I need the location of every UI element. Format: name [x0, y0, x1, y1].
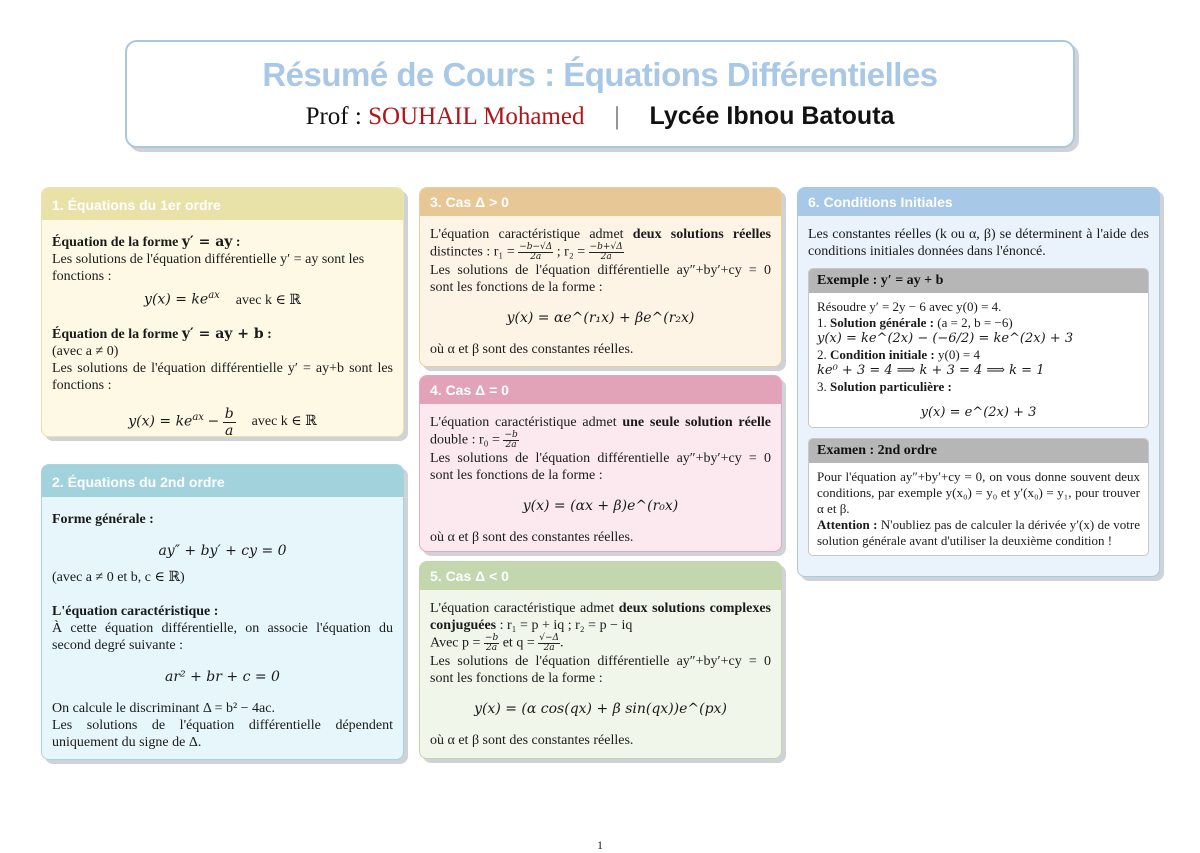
- fraction-numerator: −b+√Δ: [589, 242, 623, 252]
- text-bold: Attention :: [817, 517, 878, 532]
- header-banner: [125, 40, 1075, 148]
- box-second-order: [41, 464, 404, 760]
- box-delta-negative: [419, 561, 782, 759]
- text-part: ; r₂ =: [553, 244, 589, 260]
- text-part: L'équation caractéristique admet: [430, 227, 633, 242]
- formula-exponent: ax: [192, 411, 204, 423]
- fraction-numerator: −b: [484, 633, 499, 643]
- text-part: Avec p =: [430, 635, 484, 651]
- example-line: y(x) = ke^(2x) − (−6/2) = ke^(2x) + 3: [817, 331, 1074, 346]
- fraction-r2: [589, 243, 624, 262]
- prof-label: Prof :: [305, 103, 369, 130]
- example-result: y(x) = e^(2x) + 3: [920, 405, 1037, 420]
- second-order-heading-1: Forme générale :: [52, 512, 154, 527]
- fraction-denominator: a: [224, 422, 234, 437]
- text-part: 3.: [817, 379, 830, 394]
- text-part: L'équation caractéristique admet: [430, 415, 623, 430]
- box-delta-zero: [419, 375, 782, 552]
- fraction-numerator: b: [224, 405, 234, 422]
- delta-positive-text-3: où α et β sont des constantes réelles.: [430, 342, 634, 357]
- text-bold: deux solutions réelles: [632, 227, 772, 242]
- formula-exponent: ax: [208, 290, 220, 301]
- second-order-text-1: À cette équation différentielle, on associe l'équation du second degré suivante :: [52, 621, 393, 653]
- fraction-b-over-a: [223, 406, 236, 437]
- box-initial-conditions: [797, 187, 1160, 577]
- characteristic-equation: ar² + br + c = 0: [165, 669, 280, 685]
- text-bold: deux solutions complexes conjuguées: [430, 601, 771, 633]
- delta-zero-text-3: où α et β sont des constantes réelles.: [430, 530, 634, 545]
- example-line: Résoudre y′ = 2y − 6 avec y(0) = 4.: [817, 299, 1002, 314]
- box-first-order: [41, 187, 404, 437]
- example-title: Exemple : y′ = ay + b: [809, 269, 1148, 293]
- delta-positive-formula: y(x) = αe^(r₁x) + βe^(r₂x): [506, 310, 695, 326]
- text-part: et q =: [499, 635, 539, 651]
- fraction-q: [538, 634, 560, 653]
- fraction-denominator: 2a: [486, 643, 498, 653]
- delta-negative-text-4: où α et β sont des constantes réelles.: [430, 733, 634, 748]
- first-order-text-1: Les solutions de l'équation différentielle y′ = ay sont les fonctions :: [52, 252, 365, 284]
- text-bold: Solution particulière :: [830, 379, 952, 394]
- first-order-heading-2: [52, 326, 393, 343]
- text-part: y(0) = 4: [934, 347, 980, 362]
- text-part: .: [560, 635, 564, 651]
- text-part: distinctes : r₁ =: [430, 244, 519, 260]
- page-title: Résumé de Cours : Équations Différentielles: [262, 56, 938, 93]
- second-order-text-2: Les solutions de l'équation différentielle dépendent uniquement du signe de Δ.: [52, 718, 393, 750]
- second-order-note: (avec a ≠ 0 et b, c ∈ ℝ): [52, 570, 185, 585]
- box-title: 2. Équations du 2nd ordre: [42, 465, 403, 497]
- delta-positive-text-1: [430, 226, 771, 262]
- formula-main: y(x) = ke: [144, 291, 209, 308]
- first-order-note: (avec a ≠ 0): [52, 343, 119, 359]
- fraction-denominator: 2a: [505, 440, 517, 450]
- text-part: 1.: [817, 315, 830, 330]
- first-order-formula-1: [52, 287, 393, 309]
- example-line: [817, 315, 1140, 331]
- box-title: 5. Cas Δ < 0: [420, 562, 781, 590]
- first-order-heading-1: [52, 234, 393, 251]
- heading-formula: y′ = ay + b: [181, 325, 264, 342]
- exam-box: [808, 438, 1149, 556]
- delta-zero-text-1: [430, 414, 771, 450]
- fraction-numerator: √−Δ: [539, 633, 559, 643]
- formula-condition: avec k ∈ ℝ: [251, 414, 317, 430]
- first-order-text-2: Les solutions de l'équation différentielle y′ = ay+b sont les fonctions :: [52, 360, 393, 393]
- fraction-numerator: −b: [504, 430, 518, 440]
- heading-suffix: :: [263, 326, 272, 342]
- box-delta-positive: [419, 187, 782, 367]
- box-title: 4. Cas Δ = 0: [420, 376, 781, 404]
- fraction-r1: [518, 243, 553, 262]
- exam-text-1: Pour l'équation ay″+by′+cy = 0, on vous donne souvent deux conditions, par exemple y(x₀) = y₀ et y′(x₀) = y₁, pour trouver α et β.: [817, 469, 1140, 516]
- second-order-general-form: ay″ + by′ + cy = 0: [158, 543, 287, 559]
- text-part: : r₁ = p + iq ; r₂ = p − iq: [496, 618, 633, 633]
- second-order-heading-2: L'équation caractéristique :: [52, 604, 219, 619]
- example-line: [817, 347, 1140, 363]
- box-title: 3. Cas Δ > 0: [420, 188, 781, 216]
- heading-prefix: Équation de la forme: [52, 235, 182, 250]
- fraction-r0: [503, 431, 518, 450]
- prof-name: SOUHAIL Mohamed: [368, 103, 585, 130]
- example-line: ke⁰ + 3 = 4 ⟹ k + 3 = 4 ⟹ k = 1: [817, 363, 1045, 378]
- text-bold: Solution générale :: [830, 315, 934, 330]
- formula-minus: −: [207, 413, 220, 430]
- fraction-denominator: 2a: [600, 252, 612, 262]
- text-part: (a = 2, b = −6): [934, 315, 1013, 330]
- initial-conditions-text: Les constantes réelles (k ou α, β) se déterminent à l'aide des conditions initiales données dans l'énoncé.: [808, 227, 1149, 259]
- fraction-p: [484, 634, 499, 653]
- school-name: Lycée Ibnou Batouta: [649, 102, 895, 130]
- box-title: 1. Équations du 1er ordre: [42, 188, 403, 220]
- header-subline: [127, 102, 1073, 131]
- delta-negative-text-3: Les solutions de l'équation différentielle ay″+by′+cy = 0 sont les fonctions de la forme :: [430, 654, 771, 686]
- header-separator: |: [614, 103, 620, 130]
- text-part: L'équation caractéristique admet: [430, 601, 619, 616]
- delta-zero-formula: y(x) = (αx + β)e^(r₀x): [522, 498, 679, 514]
- fraction-denominator: 2a: [530, 252, 542, 262]
- delta-zero-text-2: Les solutions de l'équation différentielle ay″+by′+cy = 0 sont les fonctions de la forme :: [430, 451, 771, 483]
- text-part: double : r₀ =: [430, 432, 504, 448]
- page-number: 1: [597, 838, 603, 852]
- example-line: [817, 379, 1140, 395]
- delta-negative-formula: y(x) = (α cos(qx) + β sin(qx))e^(px): [474, 701, 727, 717]
- fraction-denominator: 2a: [543, 643, 555, 653]
- text-bold: Condition initiale :: [830, 347, 935, 362]
- fraction-numerator: −b−√Δ: [519, 242, 553, 252]
- heading-suffix: :: [232, 235, 241, 250]
- first-order-formula-2: [52, 406, 393, 437]
- formula-condition: avec k ∈ ℝ: [235, 292, 301, 308]
- delta-negative-text-1: [430, 600, 771, 634]
- heading-prefix: Équation de la forme: [52, 326, 182, 342]
- delta-negative-text-2: [430, 634, 771, 653]
- text-part: 2.: [817, 347, 830, 362]
- text-bold: une seule solution réelle: [622, 415, 772, 430]
- example-box: [808, 268, 1149, 428]
- heading-formula: y′ = ay: [181, 234, 233, 250]
- text-part: N'oubliez pas de calculer la dérivée y′(x) de votre solution générale avant d'utiliser la deuxième condition !: [817, 517, 1141, 548]
- exam-text-2: [817, 517, 1140, 549]
- delta-positive-text-2: Les solutions de l'équation différentielle ay″+by′+cy = 0 sont les fonctions de la forme :: [430, 263, 771, 295]
- box-title: 6. Conditions Initiales: [798, 188, 1159, 216]
- discriminant-text: On calcule le discriminant Δ = b² − 4ac.: [52, 701, 275, 716]
- exam-title: Examen : 2nd ordre: [809, 439, 1148, 463]
- formula-main: y(x) = ke: [128, 413, 193, 430]
